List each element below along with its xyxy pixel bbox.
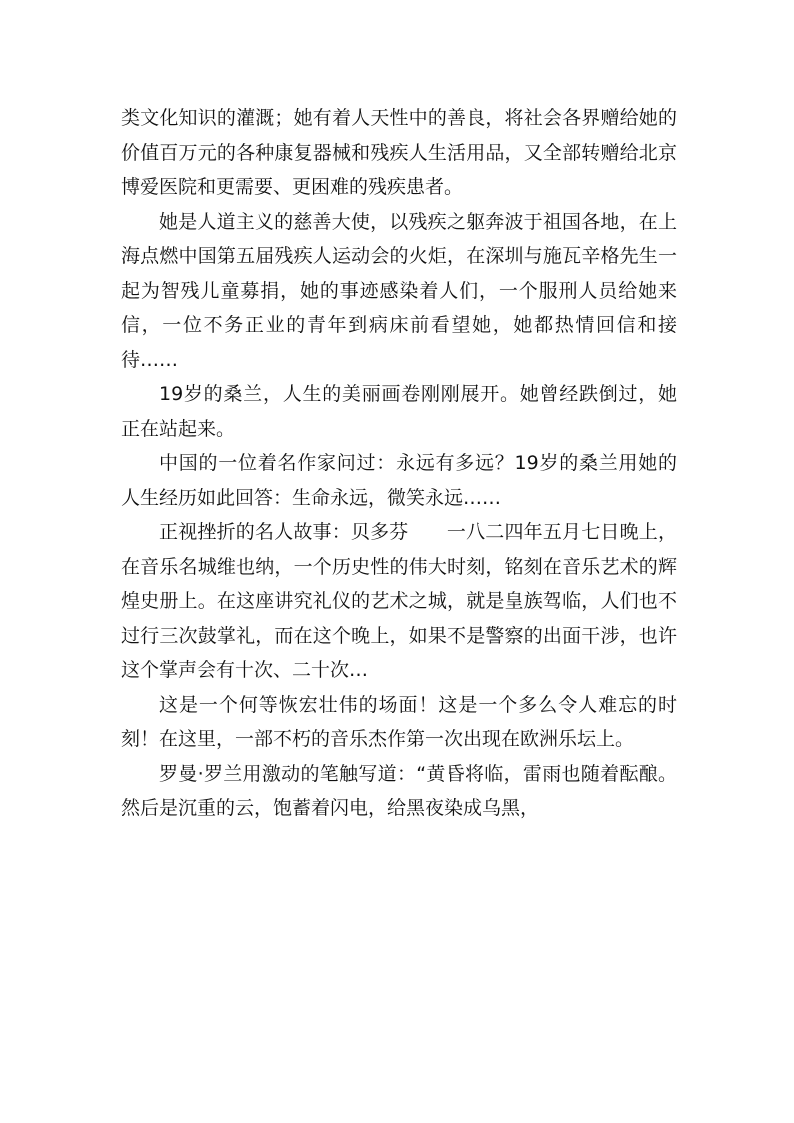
paragraph-how-far-is-forever: 中国的一位着名作家问过：永远有多远？19岁的桑兰用她的人生经历如此回答：生命永远，微笑永远…… [121,452,677,509]
paragraph-charity-ambassador: 她是人道主义的慈善大使，以残疾之躯奔波于祖国各地，在上海点燃中国第五届残疾人运动会的火炬，在深圳与施瓦辛格先生一起为智残儿童募捐，她的事迹感染着人们，一个服刑人员给她来信，一位不务正业的青年到病床前看望她，她都热情回信和接待…… [121,210,677,371]
paragraph-beethoven-story: 正视挫折的名人故事：贝多芬 一八二四年五月七日晚上，在音乐名城维也纳，一个历史性的伟大时刻，铭刻在音乐艺术的辉煌史册上。在这座讲究礼仪的艺术之城，就是皇族驾临，人们也不过行三次鼓掌礼，而在这个晚上，如果不是警察的出面干涉，也许这个掌声会有十次、二十次… [121,521,677,681]
paragraph-continued: 类文化知识的灌溉；她有着人天性中的善良，将社会各界赠给她的价值百万元的各种康复器械和残疾人生活用品，又全部转赠给北京博爱医院和更需要、更困难的残疾患者。 [121,107,677,198]
paragraph-romain-rolland: 罗曼·罗兰用激动的笔触写道：“黄昏将临，雷雨也随着酝酿。然后是沉重的云，饱蓄着闪电，给黑夜染成乌黑， [121,762,677,819]
body-text [121,101,677,826]
paragraph-sang-lan-19: 19岁的桑兰，人生的美丽画卷刚刚展开。她曾经跌倒过，她正在站起来。 [121,383,677,440]
paragraph-grand-scene: 这是一个何等恢宏壮伟的场面！这是一个多么令人难忘的时刻！在这里，一部不朽的音乐杰作第一次出现在欧洲乐坛上。 [121,693,677,750]
